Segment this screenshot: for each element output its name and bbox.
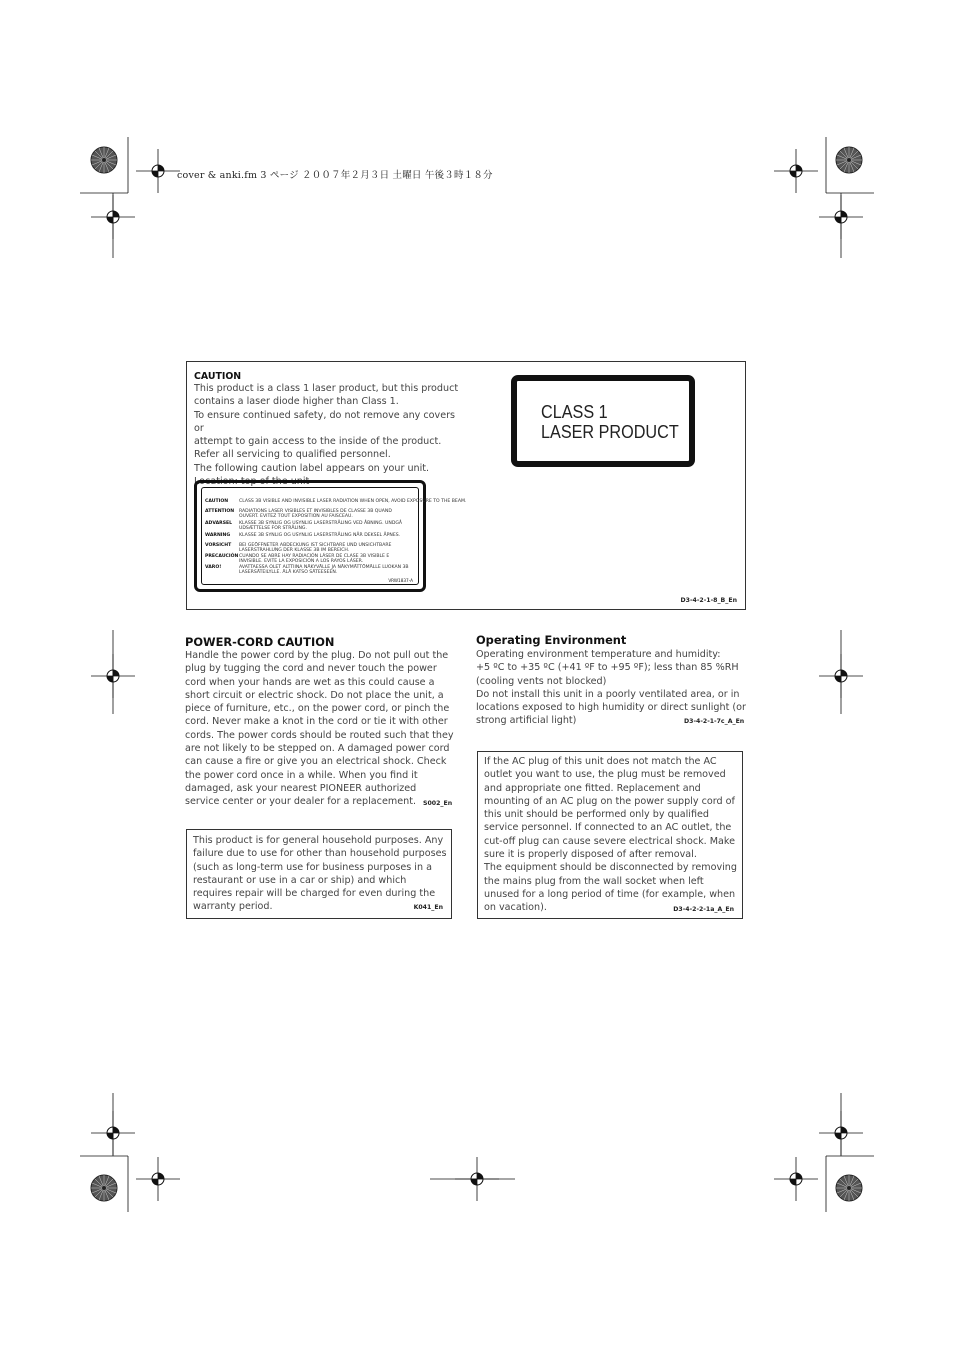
registration-star-top-right — [836, 147, 862, 173]
warning-row: WARNING KLASSE 3B SYNLIG OG USYNLIG LASERSTRÅLING NÅR DEKSEL ÅPNES. — [205, 533, 401, 538]
warning-label-code: VRW1837-A — [388, 578, 413, 583]
operating-environment-heading: Operating Environment — [476, 633, 627, 647]
registration-star-top-left — [91, 147, 117, 173]
ac-plug-code: D3-4-2-2-1a_A_En — [673, 906, 734, 913]
household-purposes-box: This product is for general household purposes. Any failure due to use for other than household purposes (such as long-term use for business purposes in a restaurant or use in a car or ship) and which requires repair will be charged for even during the warranty period. K041_En — [186, 829, 452, 919]
caution-warning-label-image — [194, 480, 467, 592]
ac-plug-box: If the AC plug of this unit does not match the AC outlet you want to use, the plug must be removed and appropriate one fitted. Replacement and mounting of an AC plug on the power supply cord of this unit should be performed only by qualified service personnel. If connected to an AC outlet, the cut-off plug can cause severe electrical shock. Make sure it is properly disposed of after removal. The equipment should be disconnected by removing the mains plug from the wall socket when left unused for a long period of time (for example, when on vacation). D3-4-2-2-1a_A_En — [477, 751, 743, 919]
power-cord-heading: POWER-CORD CAUTION — [185, 635, 335, 649]
warning-row: ADVARSEL KLASSE 3B SYNLIG OG USYNLIG LASERSTRÅLING VED ÅBNING. UNDGÅ UDSÆTTELSE FOR STRÅLING. — [205, 521, 403, 531]
laser-caution-code: D3-4-2-1-8_B_En — [680, 597, 737, 604]
operating-environment-text: Operating environment temperature and humidity: +5 ºC to +35 ºC (+41 ºF to +95 ºF); less than 85 %RH (cooling vents not blocked) Do not install this unit in a poorly ventilated area, or in locations exposed to high humidity or direct sunlight (or strong artificial light) — [476, 649, 746, 727]
warning-row: CAUTION CLASS 3B VISIBLE AND INVISIBLE LASER RADIATION WHEN OPEN, AVOID EXPOSURE TO THE BEAM. — [205, 499, 467, 504]
power-cord-code: S002_En — [423, 800, 453, 807]
laser-caution-text: This product is a class 1 laser product, but this product contains a laser diode higher than Class 1. To ensure continued safety, do not remove any covers or attempt to gain access to the inside of the product. Refer all servicing to qualified personnel. The following caution label appears on your unit. Location: top of the unit — [194, 383, 459, 488]
class1-laser-product-label: CLASS 1 LASER PRODUCT — [511, 375, 695, 467]
operating-environment-code: D3-4-2-1-7c_A_En — [684, 718, 745, 725]
warning-row: ATTENTION RADIATIONS LASER VISIBLES ET INVISIBLES DE CLASSE 3B QUAND OUVERT. EVITEZ TOUT EXPOSITION AU FAISCEAU. — [205, 509, 392, 519]
laser-caution-heading: CAUTION — [194, 371, 242, 382]
file-header-line: cover & anki.fm 3 ページ ２００７年２月３日 土曜日 午後３時１８分 — [177, 170, 493, 181]
household-code: K041_En — [413, 904, 443, 911]
power-cord-text: Handle the power cord by the plug. Do not pull out the plug by tugging the cord and never touch the power cord when your hands are wet as this could cause a short circuit or electric shock. Do not place the unit, a piece of furniture, etc., on the power cord, or pinch the cord. Never make a knot in the cord or tie it with other cords. The power cords should be routed such that they are not likely to be stepped on. A damaged power cord can cause a fire or give you an electrical shock. Check the power cord once in a while. When you find it damaged, ask your nearest PIONEER authorized service center or your dealer for a replacement. — [185, 650, 454, 808]
registration-star-bottom-right — [836, 1175, 862, 1201]
warning-row: PRECAUCIÓNCUANDO SE ABRE HAY RADIACIÓN LÁSER DE CLASE 3B VISIBLE E INVISIBLE. EVITE LA EXPOSICIÓN A LOS RAYOS LÁSER. — [205, 554, 390, 564]
warning-row: VARO! AVATTAESSA OLET ALTTIINA NÄKYVÄLLE JA NÄKYMÄTTÖMÄLLE LUOKAN 3B LASERSÄTEILYLLE. ÄLÄ KATSO SÄTEESEEN. — [205, 565, 409, 575]
registration-star-bottom-left — [91, 1175, 117, 1201]
warning-row: VORSICHT BEI GEÖFFNETER ABDECKUNG IST SICHTBARE UND UNSICHTBARE LASERSTRAHLUNG DER KLASSE 3B IM BEREICH. — [205, 543, 392, 553]
